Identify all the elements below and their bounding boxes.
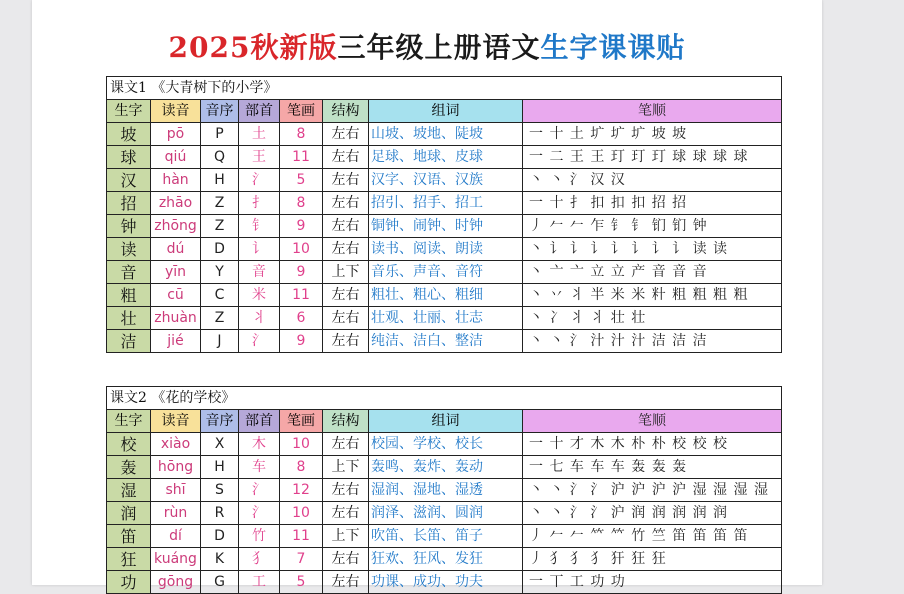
column-header-structure: 结构 — [323, 100, 369, 123]
table-row — [107, 571, 782, 594]
cell-strokes: 9 — [280, 330, 323, 353]
cell-strokes: 8 — [280, 192, 323, 215]
cell-stroke-order: 一 丅 工 功 功 — [523, 571, 782, 594]
cell-pinyin: hōng — [151, 456, 201, 479]
title-part-grade: 三年级上册语文 — [337, 31, 541, 64]
cell-words: 润泽、滋润、圆润 — [369, 502, 523, 525]
cell-stroke-order: 丶 丶 氵 氵 沪 润 润 润 润 润 — [523, 502, 782, 525]
cell-radical: 氵 — [239, 502, 280, 525]
column-header-char: 生字 — [107, 100, 151, 123]
cell-radical: 车 — [239, 456, 280, 479]
cell-words: 吹笛、长笛、笛子 — [369, 525, 523, 548]
cell-radical: 竹 — [239, 525, 280, 548]
cell-radical: 丬 — [239, 307, 280, 330]
cell-structure: 左右 — [323, 330, 369, 353]
column-header-sequence: 笔顺 — [523, 410, 782, 433]
cell-character: 洁 — [107, 330, 151, 353]
table-row — [107, 238, 782, 261]
cell-strokes: 9 — [280, 261, 323, 284]
cell-strokes: 12 — [280, 479, 323, 502]
cell-radical: 音 — [239, 261, 280, 284]
cell-character: 汉 — [107, 169, 151, 192]
cell-initial: Q — [201, 146, 239, 169]
column-header-order: 音序 — [201, 410, 239, 433]
cell-stroke-order: 丶 亠 亠 立 立 产 音 音 音 — [523, 261, 782, 284]
cell-pinyin: jié — [151, 330, 201, 353]
cell-character: 粗 — [107, 284, 151, 307]
cell-words: 汉字、汉语、汉族 — [369, 169, 523, 192]
title-part-year: 2025秋新版 — [168, 31, 338, 64]
column-header-words: 组词 — [369, 410, 523, 433]
cell-structure: 左右 — [323, 123, 369, 146]
cell-words: 功课、成功、功夫 — [369, 571, 523, 594]
cell-radical: 工 — [239, 571, 280, 594]
cell-structure: 左右 — [323, 502, 369, 525]
cell-strokes: 9 — [280, 215, 323, 238]
cell-strokes: 8 — [280, 123, 323, 146]
cell-strokes: 5 — [280, 571, 323, 594]
cell-pinyin: dú — [151, 238, 201, 261]
cell-pinyin: rùn — [151, 502, 201, 525]
cell-words: 狂欢、狂风、发狂 — [369, 548, 523, 571]
cell-pinyin: cū — [151, 284, 201, 307]
cell-character: 功 — [107, 571, 151, 594]
cell-structure: 左右 — [323, 169, 369, 192]
table-row — [107, 215, 782, 238]
cell-strokes: 10 — [280, 433, 323, 456]
cell-words: 山坡、坡地、陡坡 — [369, 123, 523, 146]
cell-radical: 木 — [239, 433, 280, 456]
cell-initial: J — [201, 330, 239, 353]
cell-stroke-order: 丶 丶 氵 汉 汉 — [523, 169, 782, 192]
column-header-char: 生字 — [107, 410, 151, 433]
cell-words: 轰鸣、轰炸、轰动 — [369, 456, 523, 479]
cell-stroke-order: 一 二 王 王 玎 玎 玎 球 球 球 球 — [523, 146, 782, 169]
cell-radical: 讠 — [239, 238, 280, 261]
cell-initial: G — [201, 571, 239, 594]
cell-words: 粗壮、粗心、粗细 — [369, 284, 523, 307]
cell-initial: H — [201, 456, 239, 479]
cell-initial: D — [201, 525, 239, 548]
column-header-radical: 部首 — [239, 410, 280, 433]
column-header-strokes: 笔画 — [280, 410, 323, 433]
cell-stroke-order: 丿 𠂉 𠂉 𥫗 𥫗 竹 竺 笛 笛 笛 笛 — [523, 525, 782, 548]
cell-strokes: 7 — [280, 548, 323, 571]
cell-radical: 氵 — [239, 479, 280, 502]
cell-character: 音 — [107, 261, 151, 284]
cell-radical: 氵 — [239, 330, 280, 353]
cell-initial: Y — [201, 261, 239, 284]
cell-strokes: 5 — [280, 169, 323, 192]
cell-pinyin: gōng — [151, 571, 201, 594]
table-row — [107, 479, 782, 502]
title-part-topic: 生字课课贴 — [540, 31, 686, 64]
table-row — [107, 192, 782, 215]
cell-words: 音乐、声音、音符 — [369, 261, 523, 284]
cell-character: 校 — [107, 433, 151, 456]
table-row — [107, 169, 782, 192]
column-header-sequence: 笔顺 — [523, 100, 782, 123]
cell-radical: 犭 — [239, 548, 280, 571]
cell-structure: 左右 — [323, 479, 369, 502]
cell-pinyin: dí — [151, 525, 201, 548]
cell-radical: 米 — [239, 284, 280, 307]
cell-initial: C — [201, 284, 239, 307]
cell-character: 坡 — [107, 123, 151, 146]
column-header-radical: 部首 — [239, 100, 280, 123]
cell-strokes: 11 — [280, 525, 323, 548]
cell-radical: 土 — [239, 123, 280, 146]
cell-character: 读 — [107, 238, 151, 261]
cell-initial: H — [201, 169, 239, 192]
cell-pinyin: hàn — [151, 169, 201, 192]
cell-structure: 左右 — [323, 146, 369, 169]
table-row — [107, 548, 782, 571]
cell-pinyin: kuáng — [151, 548, 201, 571]
cell-words: 招引、招手、招工 — [369, 192, 523, 215]
column-header-strokes: 笔画 — [280, 100, 323, 123]
page-title — [32, 30, 822, 66]
cell-stroke-order: 一 七 车 车 车 轰 轰 轰 — [523, 456, 782, 479]
table-row — [107, 502, 782, 525]
cell-structure: 上下 — [323, 261, 369, 284]
cell-initial: S — [201, 479, 239, 502]
document-page — [32, 0, 822, 592]
cell-words: 湿润、湿地、湿透 — [369, 479, 523, 502]
cell-character: 轰 — [107, 456, 151, 479]
cell-words: 校园、学校、校长 — [369, 433, 523, 456]
cell-stroke-order: 丶 讠 讠 讠 讠 讠 讠 讠 读 读 — [523, 238, 782, 261]
table-row — [107, 525, 782, 548]
cell-stroke-order: 一 十 才 木 木 朴 朴 校 校 校 — [523, 433, 782, 456]
cell-character: 润 — [107, 502, 151, 525]
cell-character: 球 — [107, 146, 151, 169]
cell-strokes: 11 — [280, 284, 323, 307]
cell-words: 读书、阅读、朗读 — [369, 238, 523, 261]
cell-initial: K — [201, 548, 239, 571]
cell-initial: P — [201, 123, 239, 146]
column-header-structure: 结构 — [323, 410, 369, 433]
cell-words: 壮观、壮丽、壮志 — [369, 307, 523, 330]
cell-character: 壮 — [107, 307, 151, 330]
cell-character: 笛 — [107, 525, 151, 548]
column-header-pinyin: 读音 — [151, 100, 201, 123]
cell-radical: 钅 — [239, 215, 280, 238]
cell-pinyin: zhuàn — [151, 307, 201, 330]
column-header-pinyin: 读音 — [151, 410, 201, 433]
table-row — [107, 261, 782, 284]
cell-structure: 左右 — [323, 238, 369, 261]
cell-strokes: 8 — [280, 456, 323, 479]
table-row — [107, 330, 782, 353]
cell-stroke-order: 一 十 扌 扣 扣 扣 招 招 — [523, 192, 782, 215]
table-row — [107, 307, 782, 330]
cell-structure: 左右 — [323, 215, 369, 238]
cell-strokes: 6 — [280, 307, 323, 330]
cell-initial: Z — [201, 192, 239, 215]
cell-initial: Z — [201, 215, 239, 238]
cell-pinyin: xiào — [151, 433, 201, 456]
cell-radical: 扌 — [239, 192, 280, 215]
cell-strokes: 11 — [280, 146, 323, 169]
cell-structure: 上下 — [323, 525, 369, 548]
table-row — [107, 123, 782, 146]
cell-strokes: 10 — [280, 502, 323, 525]
cell-initial: X — [201, 433, 239, 456]
cell-radical: 王 — [239, 146, 280, 169]
cell-structure: 左右 — [323, 433, 369, 456]
column-header-order: 音序 — [201, 100, 239, 123]
cell-character: 湿 — [107, 479, 151, 502]
cell-stroke-order: 丶 丷 丬 半 米 米 籵 粗 粗 粗 粗 — [523, 284, 782, 307]
cell-structure: 左右 — [323, 548, 369, 571]
cell-stroke-order: 一 十 土 圹 圹 圹 坡 坡 — [523, 123, 782, 146]
cell-initial: R — [201, 502, 239, 525]
cell-pinyin: shī — [151, 479, 201, 502]
cell-stroke-order: 丶 冫 丬 丬 壮 壮 — [523, 307, 782, 330]
table-row — [107, 146, 782, 169]
cell-structure: 左右 — [323, 192, 369, 215]
cell-character: 招 — [107, 192, 151, 215]
table-row — [107, 284, 782, 307]
cell-structure: 左右 — [323, 571, 369, 594]
lesson-title: 课文1 《大青树下的小学》 — [107, 77, 782, 100]
cell-character: 钟 — [107, 215, 151, 238]
cell-pinyin: yīn — [151, 261, 201, 284]
lesson-title: 课文2 《花的学校》 — [107, 387, 782, 410]
cell-stroke-order: 丶 丶 氵 氵 沪 沪 沪 沪 湿 湿 湿 湿 — [523, 479, 782, 502]
cell-words: 足球、地球、皮球 — [369, 146, 523, 169]
table-row — [107, 456, 782, 479]
cell-stroke-order: 丿 犭 犭 犭 犴 狂 狂 — [523, 548, 782, 571]
column-header-words: 组词 — [369, 100, 523, 123]
cell-pinyin: zhōng — [151, 215, 201, 238]
cell-character: 狂 — [107, 548, 151, 571]
cell-pinyin: qiú — [151, 146, 201, 169]
cell-structure: 左右 — [323, 284, 369, 307]
lesson-table — [106, 76, 782, 353]
lesson-table — [106, 386, 782, 594]
cell-structure: 左右 — [323, 307, 369, 330]
cell-radical: 氵 — [239, 169, 280, 192]
table-row — [107, 433, 782, 456]
cell-pinyin: zhāo — [151, 192, 201, 215]
cell-initial: Z — [201, 307, 239, 330]
cell-pinyin: pō — [151, 123, 201, 146]
cell-stroke-order: 丿 𠂉 𠂉 乍 钅 钅 钔 钔 钟 — [523, 215, 782, 238]
cell-words: 纯洁、洁白、整洁 — [369, 330, 523, 353]
cell-strokes: 10 — [280, 238, 323, 261]
cell-words: 铜钟、闹钟、时钟 — [369, 215, 523, 238]
cell-structure: 上下 — [323, 456, 369, 479]
cell-stroke-order: 丶 丶 氵 汁 汁 汁 洁 洁 洁 — [523, 330, 782, 353]
cell-initial: D — [201, 238, 239, 261]
